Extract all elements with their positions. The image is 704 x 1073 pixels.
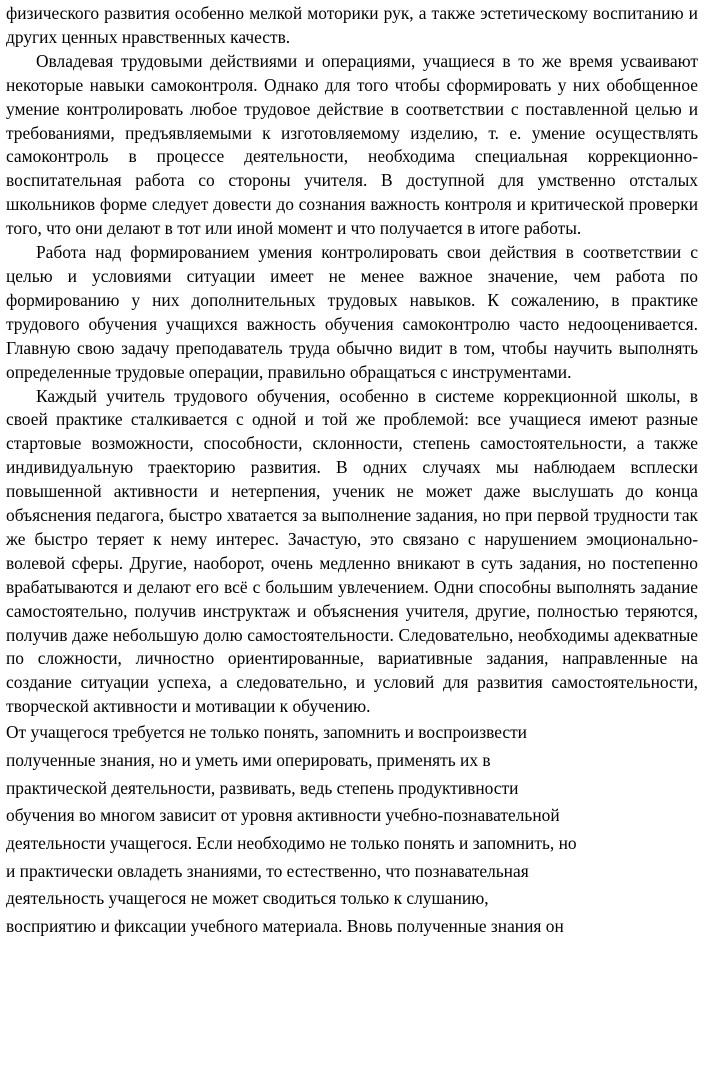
paragraph-5-line-8: восприятию и фиксации учебного материала. Вновь полученные знания он [6, 916, 564, 937]
paragraph-1: физического развития особенно мелкой моторики рук, а также эстетическому воспитанию и других ценных нравственных качеств. [6, 3, 698, 47]
paragraph-5-line-2: полученные знания, но и уметь ими оперировать, применять их в [6, 749, 491, 770]
paragraph-5-line-3: практической деятельности, развивать, ведь степень продуктивности [6, 777, 519, 798]
paragraph-4: Каждый учитель трудового обучения, особенно в системе коррекционной школы, в своей практике сталкивается с одной и той же проблемой: все учащиеся имеют разные стартовые возможности, способности, склонности, степень самостоятельности, а также индивидуальную траекторию развития. В одних случаях мы наблюдаем всплески повышенной активности и нетерпения, ученик не может даже выслушать до конца объяснения педагога, быстро хватается за выполнение задания, но при первой трудности так же быстро теряет к нему интерес. Зачастую, это связано с нарушением эмоционально-волевой сферы. Другие, наоборот, очень медленно вникают в суть задания, но постепенно врабатываются и делают его всё с большим увлечением. Одни способны выполнять задание самостоятельно, получив инструктаж и объяснения учителя, другие, полностью теряются, получив даже небольшую долю самостоятельности. Следовательно, необходимы адекватные по сложности, личностно ориентированные, вариативные задания, направленные на создание ситуации успеха, а следовательно, и условий для развития самостоятельности, творческой активности и мотивации к обучению. [6, 385, 698, 717]
paragraph-5-line-4: обучения во многом зависит от уровня активности учебно-познавательной [6, 805, 560, 826]
paragraph-5-line-7: деятельность учащегося не может сводиться только к слушанию, [6, 888, 489, 909]
paragraph-5-line-6: и практически овладеть знаниями, то естественно, что познавательная [6, 860, 529, 881]
paragraph-5 [6, 719, 698, 941]
paragraph-2: Овладевая трудовыми действиями и операциями, учащиеся в то же время усваивают некоторые навыки самоконтроля. Однако для того чтобы сформировать у них обобщенное умение контролировать любое трудовое действие в соответствии с поставленной целью и требованиями, предъявляемыми к изготовляемому изделию, т. е. умение осуществлять самоконтроль в процессе деятельности, необходима специальная коррекционно-воспитательная работа со стороны учителя. В доступной для умственно отсталых школьников форме следует довести до сознания важность контроля и критической проверки того, что они делают в тот или иной момент и что получается в итоге работы. [6, 50, 698, 239]
paragraph-3: Работа над формированием умения контролировать свои действия в соответствии с целью и условиями ситуации имеет не менее важное значение, чем работа по формированию у них дополнительных трудовых навыков. К сожалению, в практике трудового обучения учащихся важность обучения самоконтролю часто недооценивается. Главную свою задачу преподаватель труда обычно видит в том, чтобы научить выполнять определенные трудовые операции, правильно обращаться с инструментами. [6, 242, 698, 382]
paragraph-5-line-5: деятельности учащегося. Если необходимо не только понять и запомнить, но [6, 833, 577, 853]
paragraph-5-line-1: От учащегося требуется не только понять, запомнить и воспроизвести [6, 722, 527, 743]
